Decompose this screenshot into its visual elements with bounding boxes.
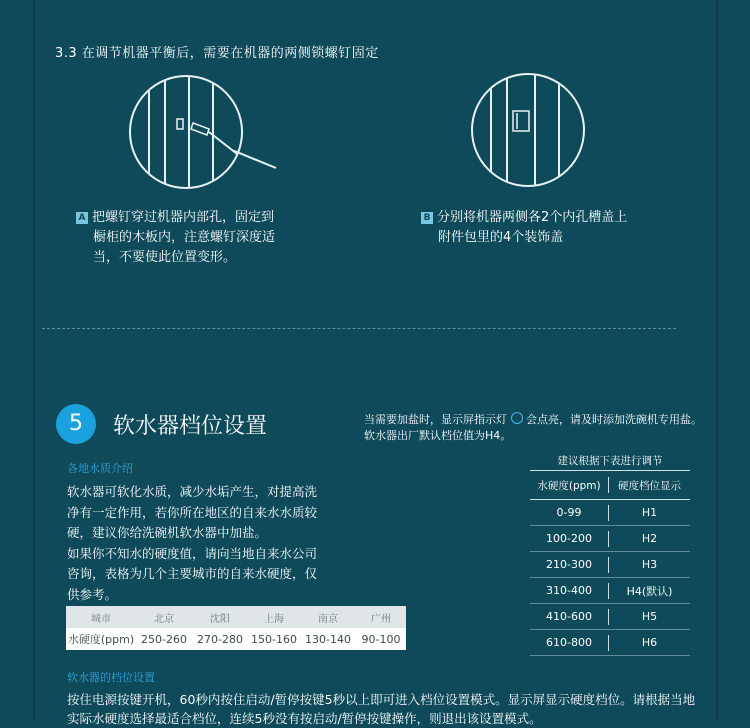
table-cell: H4(默认) xyxy=(626,584,673,598)
settings-text xyxy=(67,690,707,728)
wq-line: 软水器可软化水质，减少水垢产生，对提高洗 xyxy=(67,484,318,499)
table-cell: 310-400 xyxy=(546,584,592,597)
wq-line: 净有一定作用，若你所在地区的自来水水质较 xyxy=(67,504,318,520)
step-title: 3.3 在调节机器平衡后，需要在机器的两侧锁螺钉固定 xyxy=(55,46,379,61)
right-frame-line xyxy=(716,0,718,721)
table-cell: 南京 xyxy=(318,613,338,625)
wq-line: 硬，建议你给洗碗机软水器中加盐。 xyxy=(67,525,268,540)
table-cell: 0-99 xyxy=(556,506,582,519)
section-title: 软水器档位设置 xyxy=(113,414,268,439)
screw-illustration-a xyxy=(129,75,243,189)
table-cell: 沈阳 xyxy=(210,613,230,625)
table-cell: 硬度档位显示 xyxy=(618,479,681,492)
wq-line: 咨询，表格为几个主要城市的自来水硬度，仅 xyxy=(67,566,318,581)
caption-a-line3: 当，不要使此位置变形。 xyxy=(93,250,237,265)
caption-b xyxy=(421,208,627,248)
notice-text-pre: 当需要加盐时，显示屏指示灯 xyxy=(364,413,507,426)
table-cell: 100-200 xyxy=(546,532,592,545)
left-frame-line xyxy=(33,0,35,721)
table-cell: H2 xyxy=(641,532,658,545)
salt-notice xyxy=(364,412,702,444)
table-row xyxy=(530,500,690,526)
city-hardness-table xyxy=(66,606,406,650)
cover-illustration-b xyxy=(471,73,585,187)
table-cell: 广州 xyxy=(371,613,391,625)
caption-a-line1: 把螺钉穿过机器内部孔，固定到 xyxy=(92,210,275,225)
wq-line: 如果你不知水的硬度值，请向当地自来水公司 xyxy=(67,545,318,561)
table-cell: 210-300 xyxy=(546,558,592,571)
table-row xyxy=(530,578,690,604)
table-cell: 北京 xyxy=(154,613,174,625)
table-cell: H5 xyxy=(641,610,658,623)
table-cell: 130-140 xyxy=(305,632,351,646)
water-quality-heading: 各地水质介绍 xyxy=(67,462,133,475)
city-table-header xyxy=(66,606,406,628)
table-row xyxy=(530,630,690,656)
table-row xyxy=(530,552,690,578)
settings-line: 按住电源按键开机，60秒内按住启动/暂停按键5秒以上即可进入档位设置模式。显示屏显示硬度档位。请根据当地 xyxy=(67,692,696,707)
table-cell: 610-800 xyxy=(546,636,592,649)
wq-line: 供参考。 xyxy=(67,586,118,602)
table-cell: 90-100 xyxy=(361,632,401,646)
table-cell: 410-600 xyxy=(546,610,592,623)
caption-a-line2: 橱柜的木板内，注意螺钉深度适 xyxy=(93,230,276,245)
table-cell: 150-160 xyxy=(251,632,297,646)
settings-line: 实际水硬度选择最适合档位，连续5秒没有按启动/暂停按键操作，则退出该设置模式。 xyxy=(67,711,542,726)
table-cell: H6 xyxy=(641,636,658,649)
city-table-row xyxy=(66,628,406,650)
table-cell: H1 xyxy=(641,506,658,519)
table-cell: H3 xyxy=(641,558,658,571)
caption-b-line2: 附件包里的4个装饰盖 xyxy=(438,230,564,245)
screwdriver-icon xyxy=(232,150,277,170)
table-cell: 270-280 xyxy=(197,632,243,646)
table-row xyxy=(530,604,690,630)
caption-b-line1: 分别将机器两侧各2个内孔槽盖上 xyxy=(437,210,628,225)
section-number-badge: 5 xyxy=(56,404,96,444)
settings-heading: 软水器的档位设置 xyxy=(67,671,155,684)
notice-text-post: 会点亮，请及时添加洗碗机专用盐。 xyxy=(526,413,702,426)
salt-indicator-icon xyxy=(511,412,523,424)
hardness-table-caption: 建议根据下表进行调节 xyxy=(530,452,690,471)
table-cell: 城市 xyxy=(91,613,111,625)
badge-a: A xyxy=(76,212,88,224)
table-cell: 250-260 xyxy=(141,632,187,646)
table-cell: 水硬度(ppm) xyxy=(537,479,601,492)
hardness-level-table xyxy=(530,452,690,656)
water-quality-text xyxy=(67,482,327,605)
table-row xyxy=(530,526,690,552)
hardness-table-header xyxy=(530,471,690,500)
caption-a xyxy=(76,208,275,268)
table-cell: 水硬度(ppm) xyxy=(67,633,135,646)
dashed-divider xyxy=(42,328,676,329)
badge-b: B xyxy=(421,212,433,224)
notice-default-level: 软水器出厂默认档位值为H4。 xyxy=(364,429,512,442)
table-cell: 上海 xyxy=(264,613,284,625)
